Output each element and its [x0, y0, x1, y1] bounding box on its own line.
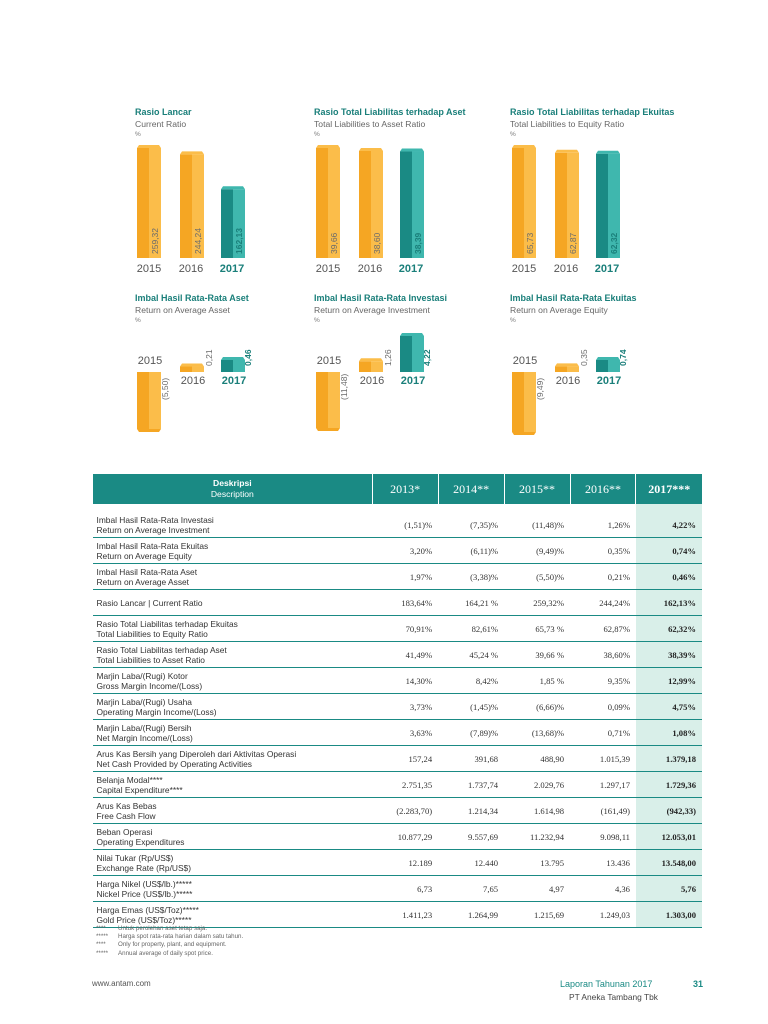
footer-website: www.antam.com [92, 979, 151, 988]
row-label-id: Beban Operasi [96, 826, 153, 837]
table-cell: 1.214,34 [438, 798, 504, 824]
row-label [93, 824, 373, 850]
column-header-year: 2016** [570, 474, 636, 504]
table-cell: 183,64% [372, 590, 438, 616]
table-cell: 12.440 [438, 850, 504, 876]
row-label-en: Nickel Price (US$/lb.)***** [96, 888, 193, 899]
chart-subtitle: Total Liabilities to Asset Ratio [314, 119, 426, 129]
row-label [93, 564, 373, 590]
table-cell: (7,89)% [438, 720, 504, 746]
x-tick-label: 2017 [400, 375, 426, 387]
table-cell: (2.283,70) [372, 798, 438, 824]
row-label-en: Exchange Rate (Rp/US$) [96, 862, 191, 873]
bar-right-face [192, 367, 204, 372]
table-cell: 0,74% [636, 538, 702, 564]
row-label-id: Nilai Tukar (Rp/US$) [96, 852, 174, 863]
bar-cap [316, 428, 340, 431]
column-header-year: 2014** [438, 474, 504, 504]
table-cell: 0,35% [570, 538, 636, 564]
bar-cap [359, 358, 383, 361]
bar-left-face [180, 154, 192, 258]
table-cell: 3,20% [372, 538, 438, 564]
table-cell: 1.015,39 [570, 746, 636, 772]
bar-data-label: 1,26 [383, 349, 393, 366]
chart-unit: % [510, 317, 516, 324]
table-cell: 9,35% [570, 668, 636, 694]
bar-cap [221, 357, 245, 360]
row-label-id: Arus Kas Bersih yang Diperoleh dari Aktivitas Operasi [96, 748, 297, 759]
table-cell: 13.548,00 [636, 850, 702, 876]
page-number: 31 [693, 979, 704, 989]
chart-unit: % [135, 131, 141, 138]
table-cell: 164,21 % [438, 590, 504, 616]
chart-bar [359, 358, 383, 372]
bar-left-face [359, 361, 371, 372]
chart-unit: % [510, 131, 516, 138]
table-cell: 4,75% [636, 694, 702, 720]
row-label-en: Capital Expenditure**** [96, 784, 183, 795]
table-cell: 391,68 [438, 746, 504, 772]
chart-title: Rasio Total Liabilitas terhadap Ekuitas [510, 107, 675, 117]
x-tick-label: 2017 [596, 375, 622, 387]
footnote: ***** Annual average of daily spot price. [96, 949, 213, 957]
table-row [93, 694, 703, 720]
chart-liabilities-to-equity [510, 107, 685, 275]
table-cell: 9.098,11 [570, 824, 636, 850]
table-cell: 488,90 [504, 746, 570, 772]
bar-right-face [567, 366, 579, 372]
chart-title: Imbal Hasil Rata-Rata Investasi [314, 293, 448, 303]
table-cell: 244,24% [570, 590, 636, 616]
x-tick-label: 2016 [359, 375, 385, 387]
footnote: **** Untuk perolehan aset tetap saja. [96, 925, 208, 932]
chart-bars [314, 293, 489, 468]
table-cell: 4,97 [504, 876, 570, 902]
chart-return-avg-equity [510, 293, 685, 438]
table-cell: 38,39% [636, 642, 702, 668]
table-cell: 70,91% [372, 616, 438, 642]
row-label [93, 772, 373, 798]
chart-current-ratio [135, 107, 310, 275]
footnote: ***** Harga spot rata-rata harian dalam satu tahun. [96, 933, 244, 941]
table-cell: (161,49) [570, 798, 636, 824]
table-row [93, 876, 703, 902]
x-tick-label: 2016 [553, 263, 579, 275]
row-label-en: Operating Expenditures [96, 836, 185, 847]
column-header-year: 2017*** [636, 474, 702, 504]
bar-data-label: (5,50) [160, 377, 170, 400]
x-tick-label: 2016 [555, 375, 581, 387]
table-row [93, 590, 703, 616]
bar-data-label: 39,66 [329, 232, 339, 254]
bar-data-label: 65,73 [525, 232, 535, 254]
bar-left-face [596, 360, 608, 372]
table-header-row [93, 474, 703, 504]
chart-title: Imbal Hasil Rata-Rata Ekuitas [510, 293, 637, 303]
chart-bars [510, 107, 685, 282]
table-cell: (6,11)% [438, 538, 504, 564]
bar-cap [180, 151, 204, 154]
row-label [93, 746, 373, 772]
row-label [93, 876, 373, 902]
table-cell: 162,13% [636, 590, 702, 616]
chart-liabilities-to-asset [314, 107, 489, 275]
chart-bars [135, 293, 310, 468]
table-cell: 41,49% [372, 642, 438, 668]
footer-company: PT Aneka Tambang Tbk [569, 992, 658, 1002]
chart-bars [135, 107, 310, 282]
chart-bar [316, 372, 340, 431]
bar-left-face [316, 372, 328, 428]
table-row [93, 720, 703, 746]
table-row [93, 902, 703, 928]
chart-bar [400, 333, 424, 372]
row-label [93, 590, 373, 616]
chart-bars [314, 107, 489, 282]
table-cell: 38,60% [570, 642, 636, 668]
bar-data-label: 4,22 [422, 349, 432, 366]
table-row [93, 850, 703, 876]
table-row [93, 798, 703, 824]
table-cell: (1,51)% [372, 512, 438, 538]
table-cell: 1,97% [372, 564, 438, 590]
bar-right-face [371, 361, 383, 372]
chart-subtitle: Total Liabilities to Equity Ratio [510, 119, 625, 129]
row-label [93, 720, 373, 746]
bar-data-label: 0,74 [618, 349, 628, 366]
table-cell: 4,36 [570, 876, 636, 902]
row-label [93, 694, 373, 720]
x-tick-label: 2017 [221, 375, 247, 387]
row-label [93, 902, 373, 928]
table-cell: 0,21% [570, 564, 636, 590]
table-cell: 7,65 [438, 876, 504, 902]
bar-left-face [555, 366, 567, 372]
chart-title: Rasio Total Liabilitas terhadap Aset [314, 107, 466, 117]
row-label-en: Return on Average Investment [96, 524, 210, 535]
table-cell: 6,73 [372, 876, 438, 902]
chart-bar [555, 363, 579, 372]
row-label-id: Marjin Laba/(Rugi) Kotor [96, 670, 188, 681]
x-tick-label: 2016 [357, 263, 383, 275]
bar-left-face [400, 152, 412, 258]
table-cell: 8,42% [438, 668, 504, 694]
table-cell: 4,22% [636, 512, 702, 538]
row-label [93, 512, 373, 538]
row-label-id: Belanja Modal**** [96, 774, 163, 785]
bar-left-face [359, 151, 371, 258]
table-spacer-row [93, 504, 703, 512]
table-cell: 1,08% [636, 720, 702, 746]
chart-return-avg-asset [135, 293, 310, 438]
row-label [93, 798, 373, 824]
row-label-en: Net Cash Provided by Operating Activities [96, 758, 252, 769]
row-label-id: Imbal Hasil Rata-Rata Ekuitas [96, 540, 209, 551]
chart-title: Imbal Hasil Rata-Rata Aset [135, 293, 249, 303]
table-row [93, 772, 703, 798]
row-label-en: Free Cash Flow [96, 810, 156, 821]
bar-data-label: (11,48) [339, 373, 349, 400]
table-cell: 13.795 [504, 850, 570, 876]
table-cell: 82,61% [438, 616, 504, 642]
table-cell: 1,26% [570, 512, 636, 538]
table-cell: 62,32% [636, 616, 702, 642]
table-cell: 157,24 [372, 746, 438, 772]
chart-bar [221, 357, 245, 372]
chart-unit: % [135, 317, 141, 324]
chart-bar [596, 357, 620, 372]
table-cell: 0,09% [570, 694, 636, 720]
table-cell: 10.877,29 [372, 824, 438, 850]
row-label-id: Harga Emas (US$/Toz)***** [96, 904, 199, 915]
bar-cap [512, 145, 536, 148]
header-label-id: Deskripsi [212, 478, 252, 488]
bar-left-face [137, 372, 149, 429]
table-cell: 1.297,17 [570, 772, 636, 798]
table-cell: 1.249,03 [570, 902, 636, 928]
table-cell: 5,76 [636, 876, 702, 902]
footnote: **** Only for property, plant, and equipment. [96, 941, 227, 949]
bar-cap [400, 149, 424, 152]
chart-subtitle: Current Ratio [135, 119, 187, 129]
table-cell: 3,73% [372, 694, 438, 720]
table-cell: 11.232,94 [504, 824, 570, 850]
row-label-en: Return on Average Asset [96, 576, 189, 587]
table-cell: (7,35)% [438, 512, 504, 538]
table-row [93, 746, 703, 772]
row-label-en: Gross Margin Income/(Loss) [96, 680, 203, 691]
x-tick-label: 2017 [594, 263, 620, 275]
table-cell: 1.737,74 [438, 772, 504, 798]
table-cell: 14,30% [372, 668, 438, 694]
table-cell: 259,32% [504, 590, 570, 616]
row-label-en: Total Liabilities to Asset Ratio [96, 654, 205, 665]
bar-data-label: 0,35 [579, 349, 589, 366]
row-label [93, 642, 373, 668]
table-cell: 1,85 % [504, 668, 570, 694]
row-label-en: Operating Margin Income/(Loss) [96, 706, 217, 717]
table-cell: 0,71% [570, 720, 636, 746]
x-tick-label: 2015 [512, 355, 538, 367]
column-header-year: 2015** [504, 474, 570, 504]
table-cell: 1.379,18 [636, 746, 702, 772]
bar-cap [137, 145, 161, 148]
bar-data-label: 0,46 [243, 349, 253, 366]
x-tick-label: 2015 [137, 355, 163, 367]
chart-bar [512, 372, 536, 435]
table-cell: 13.436 [570, 850, 636, 876]
table-cell: 2.029,76 [504, 772, 570, 798]
row-label [93, 850, 373, 876]
table-cell: (942,33) [636, 798, 702, 824]
table-row [93, 512, 703, 538]
table-body [93, 504, 703, 928]
chart-bars [510, 293, 685, 468]
bar-cap [180, 364, 204, 367]
bar-left-face [512, 148, 524, 258]
bar-data-label: 62,87 [568, 232, 578, 254]
table-cell: 1.729,36 [636, 772, 702, 798]
x-tick-label: 2015 [315, 263, 341, 275]
x-tick-label: 2017 [219, 263, 245, 275]
table-cell: 1.614,98 [504, 798, 570, 824]
bar-cap [596, 151, 620, 154]
x-tick-label: 2015 [136, 263, 162, 275]
row-label-id: Imbal Hasil Rata-Rata Investasi [96, 514, 214, 525]
table-cell: 65,73 % [504, 616, 570, 642]
table-row [93, 616, 703, 642]
bar-data-label: 62,32 [609, 232, 619, 254]
bar-left-face [316, 148, 328, 258]
table-cell: 1.303,00 [636, 902, 702, 928]
table-cell: 9.557,69 [438, 824, 504, 850]
table-cell: (9,49)% [504, 538, 570, 564]
bar-cap [316, 145, 340, 148]
financial-ratios-table [92, 474, 702, 928]
row-label [93, 668, 373, 694]
table-cell: 1.411,23 [372, 902, 438, 928]
bar-cap [400, 333, 424, 336]
table-cell: 62,87% [570, 616, 636, 642]
table-cell: 12.053,01 [636, 824, 702, 850]
row-label [93, 538, 373, 564]
row-label-en: Gold Price (US$/Toz)***** [96, 914, 192, 925]
table-cell: (13,68)% [504, 720, 570, 746]
chart-unit: % [314, 317, 320, 324]
chart-subtitle: Return on Average Equity [510, 305, 608, 315]
bar-left-face [137, 148, 149, 258]
table-cell: 1.264,99 [438, 902, 504, 928]
chart-unit: % [314, 131, 320, 138]
table-row [93, 538, 703, 564]
x-tick-label: 2016 [178, 263, 204, 275]
bar-left-face [180, 367, 192, 372]
bar-cap [596, 357, 620, 360]
bar-cap [555, 363, 579, 366]
table-row [93, 824, 703, 850]
row-label-id: Arus Kas Bebas [96, 800, 157, 811]
table-cell: 45,24 % [438, 642, 504, 668]
row-label-en: Return on Average Equity [96, 550, 192, 561]
bar-data-label: 38,39 [413, 232, 423, 254]
x-tick-label: 2015 [511, 263, 537, 275]
x-tick-label: 2016 [180, 375, 206, 387]
bar-left-face [400, 336, 412, 372]
row-label-id: Rasio Total Liabilitas terhadap Aset [96, 644, 227, 655]
column-header-year: 2013* [372, 474, 438, 504]
row-label-id: Imbal Hasil Rata-Rata Aset [96, 566, 198, 577]
chart-bar [180, 364, 204, 372]
bar-left-face [596, 154, 608, 258]
column-header-description [93, 474, 373, 504]
bar-cap [221, 186, 245, 189]
row-label-id: Rasio Lancar | Current Ratio [96, 597, 203, 608]
row-label-id: Marjin Laba/(Rugi) Usaha [96, 696, 192, 707]
table-cell: 1.215,69 [504, 902, 570, 928]
table-cell: (1,45)% [438, 694, 504, 720]
table-cell: (3,38)% [438, 564, 504, 590]
table-cell: (6,66)% [504, 694, 570, 720]
row-label-id: Harga Nikel (US$/lb.)***** [96, 878, 192, 889]
bar-cap [512, 432, 536, 435]
table-cell: 39,66 % [504, 642, 570, 668]
bar-cap [555, 150, 579, 153]
row-label-en: Net Margin Income/(Loss) [96, 732, 193, 743]
bar-left-face [221, 360, 233, 372]
bar-left-face [555, 153, 567, 258]
row-label [93, 616, 373, 642]
bar-data-label: 244,24 [193, 228, 203, 254]
chart-return-avg-investment [314, 293, 489, 438]
table-row [93, 564, 703, 590]
x-tick-label: 2015 [316, 355, 342, 367]
table-cell: 0,46% [636, 564, 702, 590]
table-footnotes [96, 925, 243, 958]
table-cell: 12.189 [372, 850, 438, 876]
table-cell: (11,48)% [504, 512, 570, 538]
row-label-id: Rasio Total Liabilitas terhadap Ekuitas [96, 618, 238, 629]
chart-bar [137, 372, 161, 432]
chart-subtitle: Return on Average Investment [314, 305, 430, 315]
chart-subtitle: Return on Average Asset [135, 305, 230, 315]
footer-report-title: Laporan Tahunan 2017 [560, 979, 653, 989]
bar-cap [137, 429, 161, 432]
bar-data-label: 162,13 [234, 228, 244, 254]
bar-left-face [512, 372, 524, 432]
chart-title: Rasio Lancar [135, 107, 192, 117]
header-label-en: Description [210, 489, 254, 499]
bar-data-label: 38,60 [372, 232, 382, 254]
table-cell: (5,50)% [504, 564, 570, 590]
bar-data-label: (9,49) [535, 377, 545, 400]
row-label-id: Marjin Laba/(Rugi) Bersih [96, 722, 192, 733]
x-tick-label: 2017 [398, 263, 424, 275]
bar-left-face [221, 189, 233, 258]
table-cell: 3,63% [372, 720, 438, 746]
table-row [93, 642, 703, 668]
bar-data-label: 259,32 [150, 228, 160, 254]
row-label-en: Total Liabilities to Equity Ratio [96, 628, 208, 639]
bar-cap [359, 148, 383, 151]
table-cell: 2.751,35 [372, 772, 438, 798]
table-cell: 12,99% [636, 668, 702, 694]
table-row [93, 668, 703, 694]
bar-data-label: 0,21 [204, 349, 214, 366]
